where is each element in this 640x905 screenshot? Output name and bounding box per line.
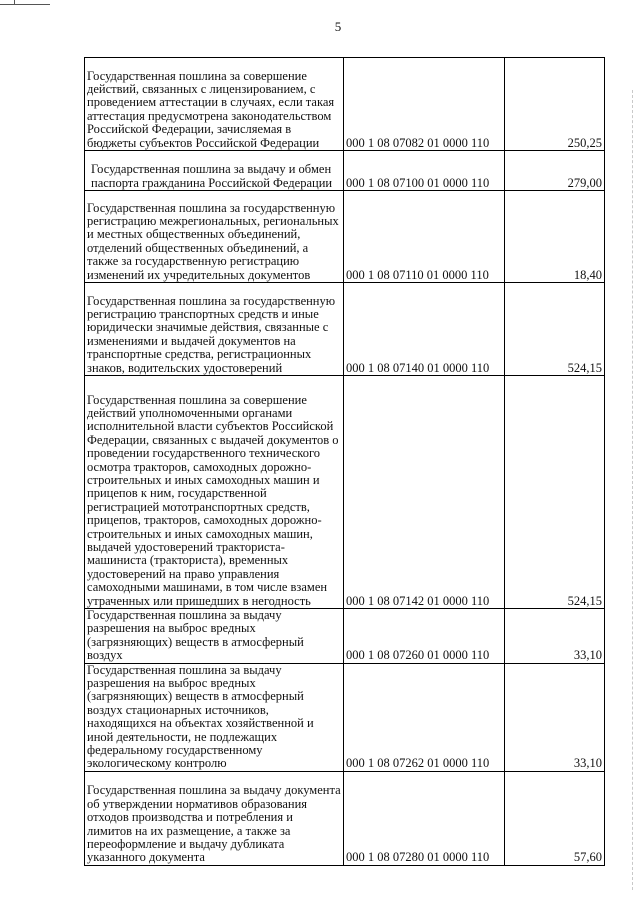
table-row — [85, 283, 605, 376]
amount-cell — [505, 771, 605, 865]
fee-description: Государственная пошлина за выдачу разрешения на выброс вредных (загрязняющих) веществ в атмосферный воздух — [87, 608, 304, 663]
amount-cell — [505, 283, 605, 376]
fee-description-cell — [85, 771, 344, 865]
amount-value: 524,15 — [567, 360, 602, 375]
amount-cell — [505, 58, 605, 151]
amount-cell — [505, 376, 605, 609]
fee-table — [84, 57, 605, 866]
fee-description-cell — [85, 191, 344, 283]
budget-code: 000 1 08 07280 01 0000 110 — [346, 850, 490, 865]
budget-code: 000 1 08 07262 01 0000 110 — [346, 756, 490, 771]
budget-code: 000 1 08 07100 01 0000 110 — [346, 175, 490, 190]
fee-description: Государственная пошлина за выдачу и обмен паспорта гражданина Российской Федерации — [91, 162, 333, 190]
scan-corner-mark — [0, 0, 50, 5]
fee-description-cell — [85, 283, 344, 376]
fee-description-cell — [85, 151, 344, 191]
amount-value: 524,15 — [567, 593, 602, 608]
amount-value: 279,00 — [567, 175, 602, 190]
budget-code-cell — [344, 283, 505, 376]
table-row — [85, 151, 605, 191]
fee-description-cell — [85, 609, 344, 664]
budget-code: 000 1 08 07140 01 0000 110 — [346, 360, 490, 375]
budget-code-cell — [344, 771, 505, 865]
fee-description: Государственная пошлина за государственную регистрацию межрегиональных, региональных и местных общественных объединений, отделений общественных объединений, а также за государственную регистрацию изменений их учредительных документов — [87, 200, 339, 282]
amount-cell — [505, 609, 605, 664]
scan-edge-line — [632, 90, 633, 890]
budget-code: 000 1 08 07082 01 0000 110 — [346, 135, 490, 150]
fee-description: Государственная пошлина за выдачу разрешения на выброс вредных (загрязняющих) веществ в атмосферный воздух стационарных источников, находящихся на объектах хозяйственной и иной деятельности, не подлежащих федеральному государственному экологическому контролю — [87, 662, 314, 771]
budget-code-cell — [344, 151, 505, 191]
fee-description-cell — [85, 663, 344, 771]
budget-code-cell — [344, 58, 505, 151]
fee-description-cell — [85, 376, 344, 609]
table-row — [85, 771, 605, 865]
fee-description: Государственная пошлина за совершение действий, связанных с лицензированием, с проведением аттестации в случаях, если такая аттестация предусмотрена законодательством Российской Федерации, зачисляемая в бюджеты субъектов Российской Федерации — [87, 68, 335, 150]
fee-description-cell — [85, 58, 344, 151]
amount-value: 250,25 — [567, 135, 602, 150]
table-row — [85, 609, 605, 664]
budget-code-cell — [344, 609, 505, 664]
amount-value: 33,10 — [573, 756, 602, 771]
amount-cell — [505, 191, 605, 283]
budget-code: 000 1 08 07110 01 0000 110 — [346, 267, 489, 282]
fee-description: Государственная пошлина за выдачу документа об утверждении нормативов образования отходов производства и потребления и лимитов на их размещение, а также за переоформление и выдачу дубликата указанного документа — [87, 783, 341, 865]
budget-code: 000 1 08 07142 01 0000 110 — [346, 593, 490, 608]
amount-cell — [505, 151, 605, 191]
table-row — [85, 376, 605, 609]
amount-value: 33,10 — [573, 648, 602, 663]
amount-cell — [505, 663, 605, 771]
table-row — [85, 663, 605, 771]
amount-value: 57,60 — [573, 850, 602, 865]
page-number: 5 — [334, 19, 342, 34]
amount-value: 18,40 — [573, 267, 602, 282]
budget-code-cell — [344, 376, 505, 609]
table-row — [85, 191, 605, 283]
budget-code: 000 1 08 07260 01 0000 110 — [346, 648, 490, 663]
budget-code-cell — [344, 191, 505, 283]
budget-code-cell — [344, 663, 505, 771]
table-row — [85, 58, 605, 151]
fee-description: Государственная пошлина за государственную регистрацию транспортных средств и иные юридически значимые действия, связанные с изменениями и выдачей документов на транспортные средства, регистрационных знаков, водительских удостоверений — [87, 293, 336, 375]
fee-description: Государственная пошлина за совершение действий уполномоченными органами исполнительной власти субъектов Российской Федерации, связанных с выдачей документов о проведении государственного технического осмотра тракторов, самоходных дорожно-строительных и иных самоходных машин и прицепов к ним, государственной регистрацией мототранспортных средств, прицепов, тракторов, самоходных дорожно-строительных и иных самоходных машин, выдачей удостоверений тракториста-машиниста (тракториста), временных удостоверений на право управления самоходными машинами, в том числе взамен утраченных или пришедших в негодность — [87, 392, 339, 608]
